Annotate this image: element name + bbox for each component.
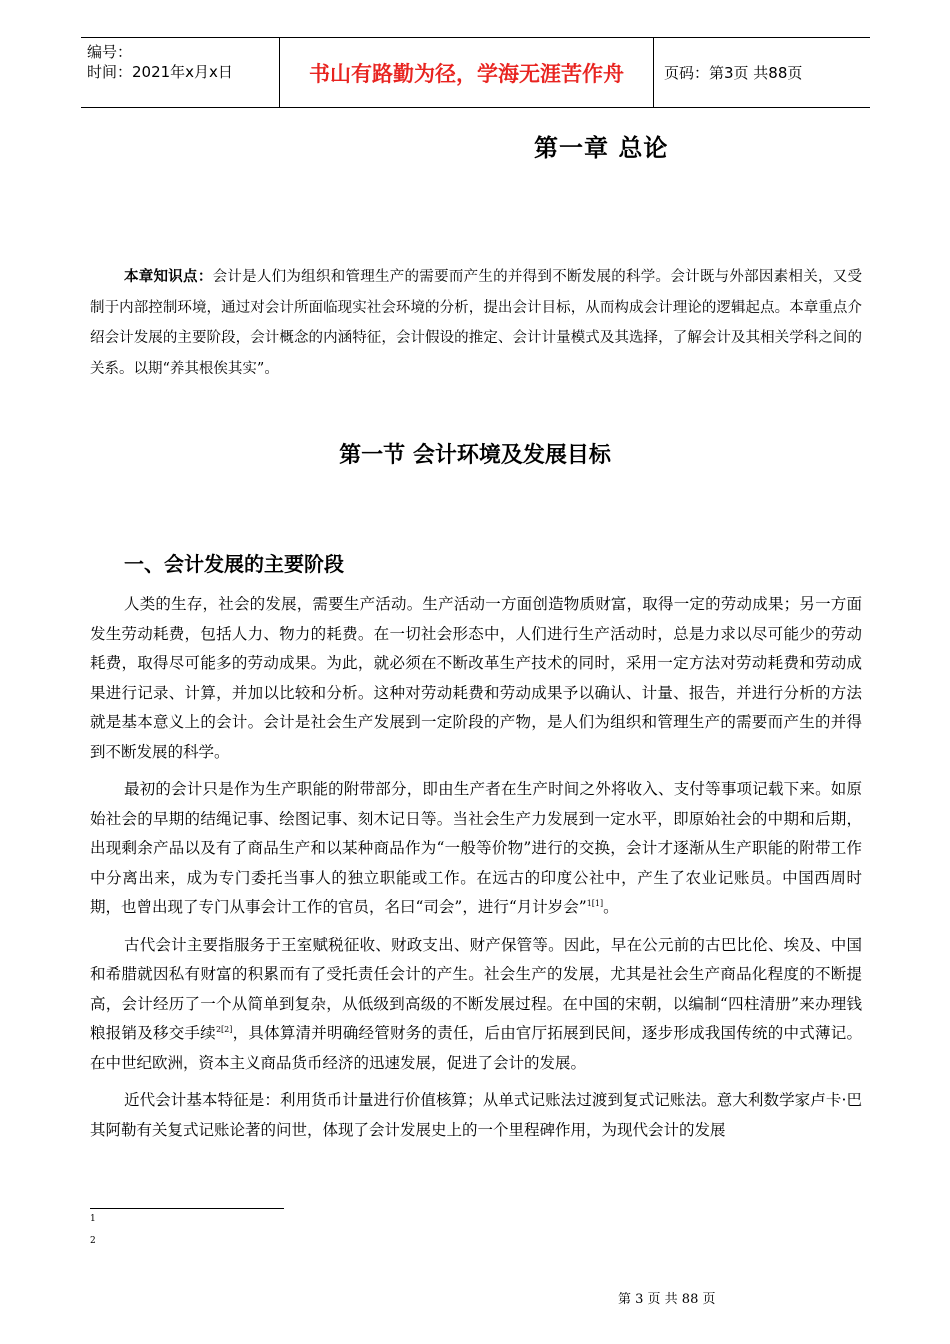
- page-header: [81, 37, 870, 108]
- paragraph-1: 人类的生存，社会的发展，需要生产活动。生产活动一方面创造物质财富，取得一定的劳动成果；另一方面发生劳动耗费，包括人力、物力的耗费。在一切社会形态中，人们进行生产活动时，总是力求以尽可能少的劳动耗费，取得尽可能多的劳动成果。为此，就必须在不断改革生产技术的同时，采用一定方法对劳动耗费和劳动成果进行记录、计算，并加以比较和分析。这种对劳动耗费和劳动成果予以确认、计量、报告，并进行分析的方法就是基本意义上的会计。会计是社会生产发展到一定阶段的产物，是人们为组织和管理生产的需要而产生的并得到不断发展的科学。: [90, 595, 862, 761]
- body-text: [90, 590, 862, 1153]
- paragraph-3-end: ，具体算清并明确经管财务的责任，后由官厅拓展到民间，逐步形成我国传统的中式薄记。在中世纪欧洲，资本主义商品货币经济的迅速发展，促进了会计的发展。: [90, 1024, 862, 1072]
- chapter-title: 第一章 总论: [534, 134, 669, 162]
- paragraph-3: [90, 931, 862, 1079]
- footnote-divider: [90, 1208, 284, 1209]
- footnote-2: 2: [90, 1236, 96, 1246]
- subsection-title: 一、会计发展的主要阶段: [124, 552, 344, 576]
- header-page-info: 页码：第3页 共88页: [664, 64, 803, 82]
- paragraph-4: 近代会计基本特征是：利用货币计量进行价值核算；从单式记账法过渡到复式记账法。意大利数学家卢卡·巴其阿勒有关复式记账论著的问世，体现了会计发展史上的一个里程碑作用，为现代会计的发展: [90, 1091, 862, 1139]
- paragraph-2-text: 最初的会计只是作为生产职能的附带部分，即由生产者在生产时间之外将收入、支付等事项记载下来。如原始社会的早期的结绳记事、绘图记事、刻木记日等。当社会生产力发展到一定水平，即原始社会的中期和后期，出现剩余产品以及有了商品生产和以某种商品作为“一般等价物”进行的交换，会计才逐渐从生产职能的附带工作中分离出来，成为专门委托当事人的独立职能或工作。在远古的印度公社中，产生了农业记账员。中国西周时期，也曾出现了专门从事会计工作的官员，名曰“司会”，进行“月计岁会”: [90, 780, 862, 916]
- paragraph-2: [90, 775, 862, 923]
- header-motto: 书山有路勤为径，学海无涯苦作舟: [280, 38, 654, 107]
- summary-label: 本章知识点：: [124, 268, 213, 285]
- summary-text: 会计是人们为组织和管理生产的需要而产生的并得到不断发展的科学。会计既与外部因素相关，又受制于内部控制环境，通过对会计所面临现实社会环境的分析，提出会计目标，从而构成会计理论的逻辑起点。本章重点介绍会计发展的主要阶段，会计概念的内涵特征，会计假设的推定、会计计量模式及其选择，了解会计及其相关学科之间的关系。以期“养其根俟其实”。: [90, 269, 862, 377]
- number-label: 编号：: [87, 43, 133, 61]
- header-meta: [81, 38, 280, 107]
- paragraph-3-text: 古代会计主要指服务于王室赋税征收、财政支出、财产保管等。因此，早在公元前的古巴比伦、埃及、中国和希腊就因私有财富的积累而有了受托责任会计的产生。社会生产的发展，尤其是社会生产商品化程度的不断提高，会计经历了一个从简单到复杂，从低级到高级的不断发展过程。在中国的宋朝，以编制“四柱清册”来办理钱粮报销及移交手续: [90, 935, 862, 1042]
- date-label: 时间：2021年x月x日: [87, 63, 233, 81]
- footnote-ref-1[interactable]: 1[1]: [586, 898, 604, 908]
- paragraph-2-end: 。: [603, 898, 619, 916]
- footnote-ref-2[interactable]: 2[2]: [215, 1024, 233, 1034]
- page-footer: 第 3 页 共 88 页: [618, 1292, 716, 1307]
- chapter-summary: [90, 262, 862, 384]
- section-title: 第一节 会计环境及发展目标: [339, 443, 611, 468]
- footnote-1: 1: [90, 1214, 96, 1224]
